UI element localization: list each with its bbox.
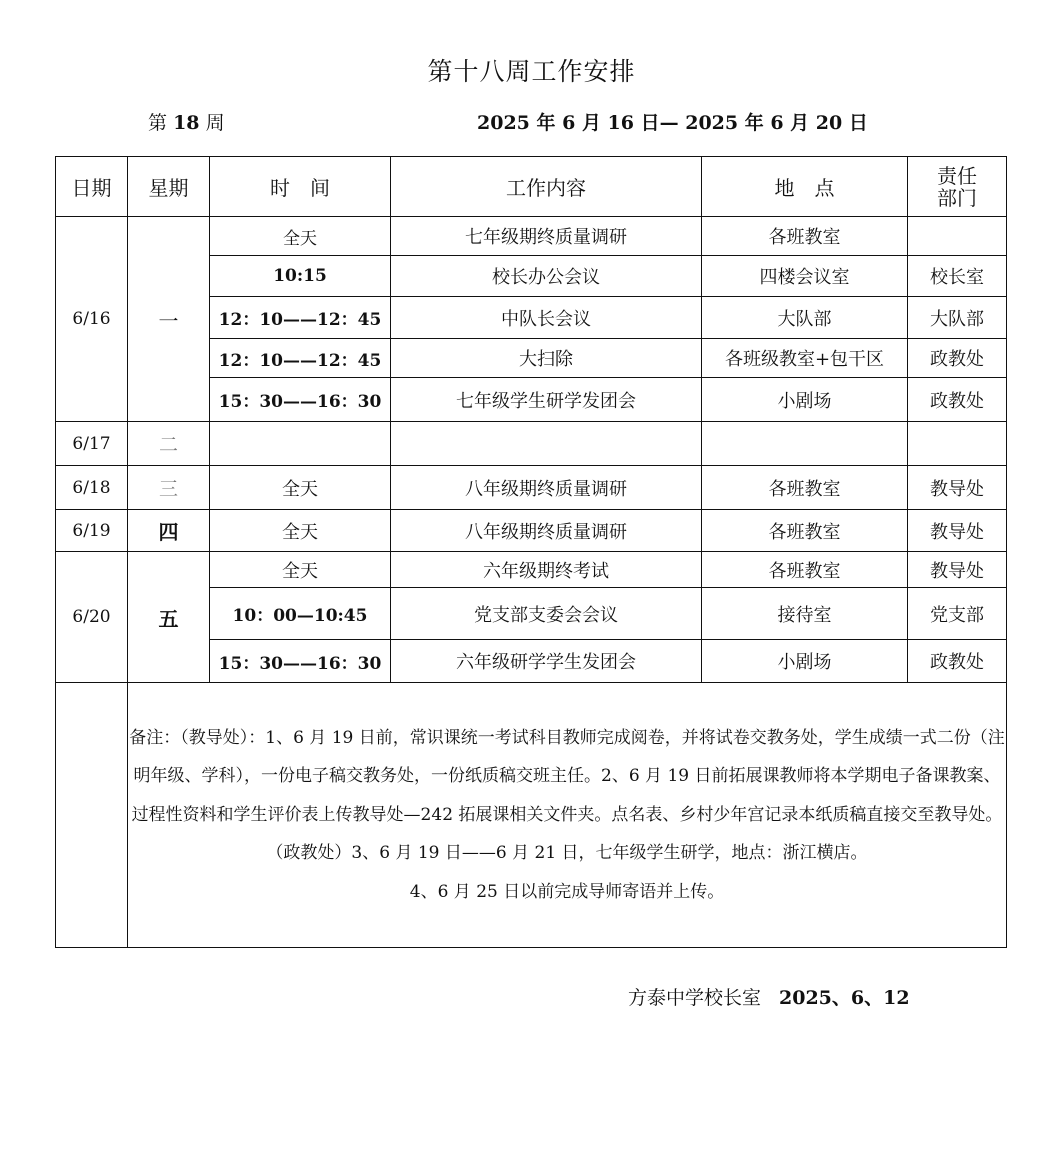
time-cell: 全天 (210, 217, 391, 256)
time-cell: 15：30——16：30 (210, 640, 391, 683)
time-cell: 15：30——16：30 (210, 378, 391, 422)
content-cell: 七年级学生研学发团会 (391, 378, 702, 422)
notes-cell (128, 683, 1007, 948)
weekday-cell: 二 (128, 422, 210, 466)
time-cell (210, 422, 391, 466)
signature-date: 2025、6、12 (779, 987, 910, 1009)
content-cell: 七年级期终质量调研 (391, 217, 702, 256)
date-cell: 6/20 (56, 552, 128, 683)
signature-org: 方泰中学校长室 (628, 987, 762, 1009)
place-cell: 接待室 (702, 588, 908, 640)
place-cell: 各班级教室+包干区 (702, 339, 908, 378)
content-cell: 六年级期终考试 (391, 552, 702, 588)
notes-paragraph-2: （政教处）3、6 月 19 日——6 月 21 日，七年级学生研学，地点：浙江横店。 (266, 843, 868, 864)
time-cell: 12：10——12：45 (210, 339, 391, 378)
table-row (56, 422, 1007, 466)
table-row (56, 510, 1007, 552)
schedule-table (55, 156, 1007, 948)
week-label (148, 108, 225, 135)
dept-cell: 政教处 (908, 378, 1007, 422)
dept-cell: 校长室 (908, 256, 1007, 297)
week-suffix: 周 (205, 112, 225, 134)
content-cell: 八年级期终质量调研 (391, 510, 702, 552)
notes-row (56, 683, 1007, 948)
time-cell: 全天 (210, 510, 391, 552)
weekday-cell: 一 (128, 217, 210, 422)
header-date: 日期 (56, 157, 128, 217)
place-cell: 各班教室 (702, 510, 908, 552)
dept-cell: 政教处 (908, 640, 1007, 683)
content-cell: 中队长会议 (391, 297, 702, 339)
place-cell: 小剧场 (702, 640, 908, 683)
notes-blank-cell (56, 683, 128, 948)
content-cell: 六年级研学学生发团会 (391, 640, 702, 683)
header-row (56, 157, 1007, 217)
page-title: 第十八周工作安排 (427, 57, 636, 86)
weekday-cell: 五 (128, 552, 210, 683)
place-cell: 大队部 (702, 297, 908, 339)
notes-paragraph-3: 4、6 月 25 日以前完成导师寄语并上传。 (409, 881, 725, 902)
content-cell: 大扫除 (391, 339, 702, 378)
content-cell: 党支部支委会会议 (391, 588, 702, 640)
content-cell: 校长办公会议 (391, 256, 702, 297)
signature (628, 983, 910, 1010)
header-dept (908, 157, 1007, 217)
date-cell: 6/18 (56, 466, 128, 510)
header-content: 工作内容 (391, 157, 702, 217)
time-cell: 全天 (210, 552, 391, 588)
notes-paragraph-1: 备注：（教导处）：1、6 月 19 日前，常识课统一考试科目教师完成阅卷，并将试卷交教务处，学生成绩一式二份（注明年级、学科），一份电子稿交教务处，一份纸质稿交班主任。2、6 月 19 日前拓展课教师将本学期电子备课教案、过程性资料和学生评价表上传教导处—242 拓展课相关文件夹。点名表、乡村少年宫记录本纸质稿直接交至教导处。 (129, 727, 1005, 825)
place-cell: 各班教室 (702, 466, 908, 510)
time-cell: 10：00—10:45 (210, 588, 391, 640)
weekday-cell: 三 (128, 466, 210, 510)
dept-cell: 教导处 (908, 552, 1007, 588)
week-number: 18 (173, 112, 200, 134)
place-cell: 各班教室 (702, 552, 908, 588)
place-cell: 四楼会议室 (702, 256, 908, 297)
table-row (56, 217, 1007, 256)
header-place: 地 点 (702, 157, 908, 217)
table-row (56, 466, 1007, 510)
table-row (56, 552, 1007, 588)
content-cell: 八年级期终质量调研 (391, 466, 702, 510)
place-cell: 各班教室 (702, 217, 908, 256)
time-cell: 全天 (210, 466, 391, 510)
date-cell: 6/16 (56, 217, 128, 422)
header-dept-line2: 部门 (937, 185, 977, 210)
time-cell: 10:15 (210, 256, 391, 297)
dept-cell: 教导处 (908, 510, 1007, 552)
date-cell: 6/17 (56, 422, 128, 466)
dept-cell (908, 217, 1007, 256)
time-cell: 12：10——12：45 (210, 297, 391, 339)
dept-cell: 教导处 (908, 466, 1007, 510)
dept-cell: 大队部 (908, 297, 1007, 339)
content-cell (391, 422, 702, 466)
date-cell: 6/19 (56, 510, 128, 552)
dept-cell (908, 422, 1007, 466)
week-prefix: 第 (148, 112, 168, 134)
date-range: 2025 年 6 月 16 日— 2025 年 6 月 20 日 (477, 112, 868, 134)
header-dept-line1: 责任 (937, 163, 977, 188)
place-cell (702, 422, 908, 466)
dept-cell: 政教处 (908, 339, 1007, 378)
header-time: 时 间 (210, 157, 391, 217)
weekday-cell: 四 (128, 510, 210, 552)
header-weekday: 星期 (128, 157, 210, 217)
place-cell: 小剧场 (702, 378, 908, 422)
dept-cell: 党支部 (908, 588, 1007, 640)
